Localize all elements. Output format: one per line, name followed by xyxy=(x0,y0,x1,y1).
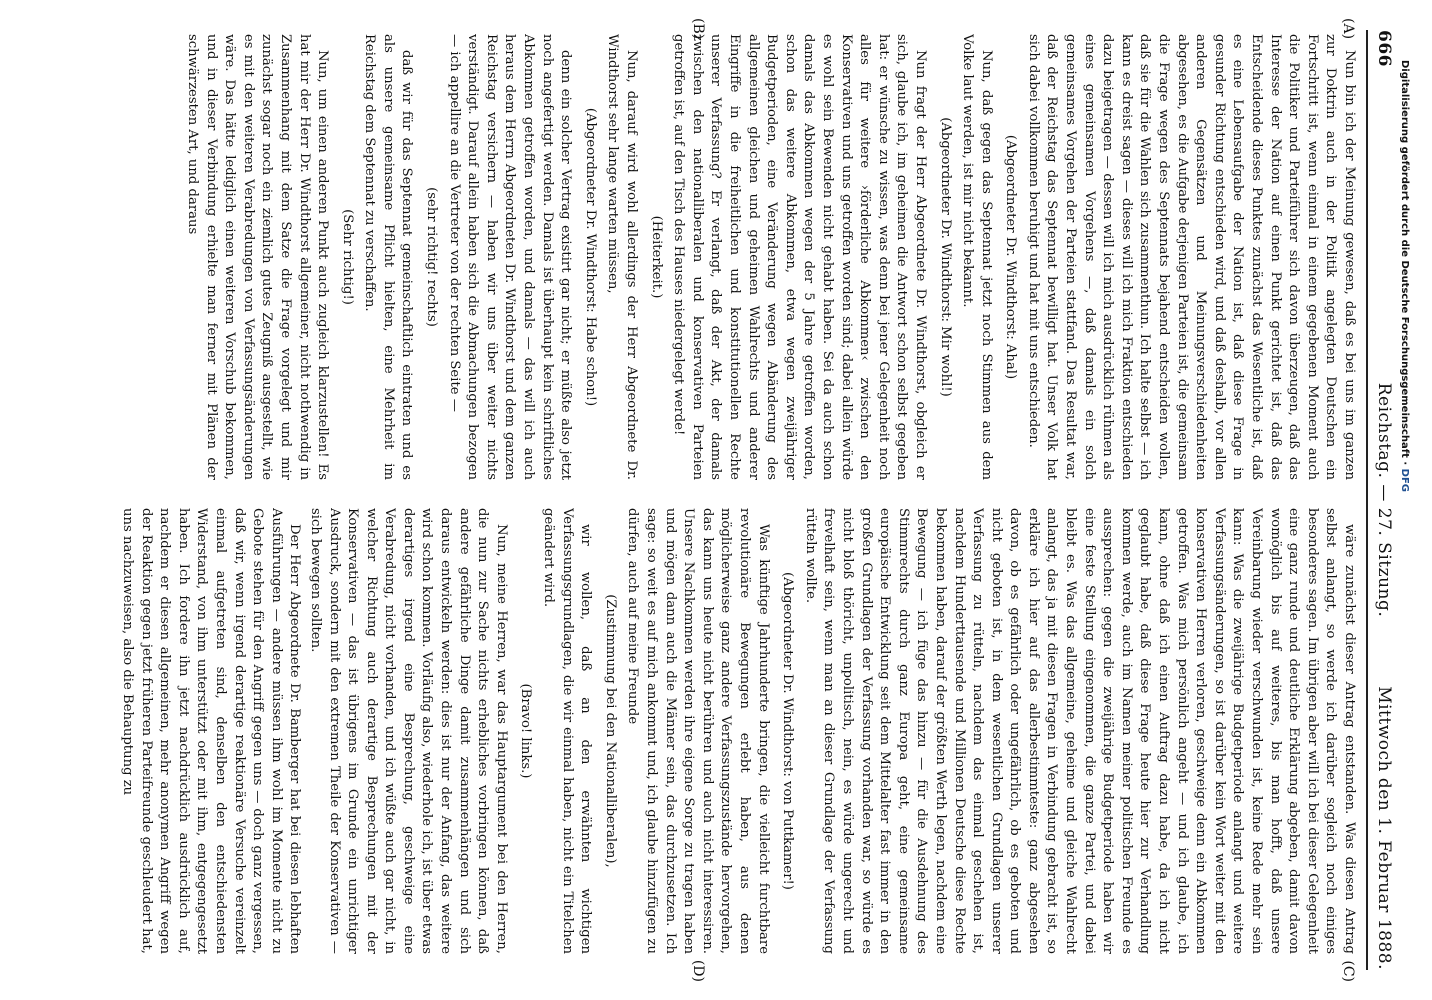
paragraph: Nun, darauf wird wohl allerdings der Herr Abgeordnete Dr. Windthorst sehr lange warten müssen, xyxy=(605,34,640,480)
interjection: (Abgeordneter Dr. Windthorst: von Puttkamer!) xyxy=(780,572,796,890)
right-column xyxy=(46,508,1358,954)
page-header xyxy=(1372,30,1394,970)
paragraph: wir wollen, daß an den erwähnten wichtigen Verfassungsgrundlagen, die wir einmal haben, nicht ein Titelchen geändert wird. xyxy=(541,508,594,954)
credit-text: Digitalisierung gefördert durch die Deutsche Forschungsgemeinschaft xyxy=(1399,60,1410,458)
paragraph: denn ein solcher Vertrag existirt gar nicht; er müßte also jetzt noch angefertigt werden. Damals ist überhaupt kein schriftliches Abkommen getroffen worden, und damals — das will ich auch heraus dem Herrn Abgeordneten Dr. Windthorst und dem ganzen Reichstag versichern — haben wir uns über weiter nichts verständigt. Darauf allein haben sich die Abmachungen bezogen — ich appellire an die Vertreter von der rechten Seite — xyxy=(446,34,574,480)
header-rule xyxy=(1366,30,1368,970)
paragraph: Nun, meine Herren, war das Hauptargument bei den Herren, die nun zur Sache nichts erhebliches vorbringen können, daß andere gefährliche Dinge damit zusammenhängen und sich daraus entwickeln werden: dies ist nur der Anfang, das weitere wird schon kommen. Vorläufig also, wiederhole ich, ist über etwas derartiges irgend eine Besprechung, geschweige eine Verabredung, nicht vorhanden, und ich wüßte auch gar nicht, in welcher Richtung auch derartige Besprechungen mit der Konservativen — das ist übrigens im Grunde ein unrichtiger Ausdruck, sondern mit den extremen Theile der Konservativen — sich bewegen sollten. xyxy=(307,508,509,954)
paragraph: Nun fragt der Herr Abgeordnete Dr. Windthorst, obgleich er sich, glaube ich, im geheimen die Antwort schon selbst gegeben hat: er wünsche zu wissen, was denn bei jener Gelegenheit noch alles für weitere ›förderliche Abkommen‹ zwischen den Konservativen und uns getroffen worden sind; dabei allein würde es wohl sein Bewenden nicht gehabt haben. Sei da auch schon damals das Abkommen wegen der 5 Jahre getroffen worden, schon das weitere Abkommen, etwa wegen zweijähriger Budgetperioden, eine Veränderung wegen Abänderung des allgemeinen gleichen und geheimen Wahlrechts und anderer Eingriffe in die freiheitlichen und konstitutionellen Rechte unserer Verfassung? Er verlangt, daß der Akt, der damals zwischen den nationalliberalen und konservativen Parteien getroffen ist, auf den Tisch des Hauses niedergelegt werde! xyxy=(671,34,928,480)
paragraph: Nun, um einen anderen Punkt auch zugleich klarzustellen! Es hat mir der Herr Dr. Windthorst allgemeiner, nicht nothwendig in Zusammenhang mit dem Satze die Frage vorgelegt und mir zunächst sogar noch ein ziemlich gutes Zeugniß ausgestellt, wie es mit den weiteren Verabredungen von Verfassungsänderungen wäre. Das hätte lediglich einen weiteren Vorschub bekommen, und in dieser Verbindung erhielte man ferner mit Plänen der schwärzesten Art, und daraus xyxy=(184,34,331,480)
paragraph: wäre zunächst dieser Antrag entstanden. Was diesen Antrag selbst anlangt, so werde ich darüber sogleich noch einiges besonderes sagen. Im übrigen aber will ich bei dieser Gelegenheit eine ganz runde und deutliche Erklärung abgeben, damit davon womöglich bis auf weiteres, bis man hofft, daß unsere Vereinbarung wieder verschwunden ist, keine Rede mehr sein kann: Was die zweijährige Budgetperiode anlangt und weitere Verfassungsänderungen, so ist darüber kein Wort weiter mit den konservativen Herren verloren, geschweige denn ein Abkommen getroffen. Was mich persönlich angeht — und ich glaube, ich kann, ohne daß ich einen Auftrag dazu habe, da ich nicht geglaubt habe, daß diese Frage heute hier zur Verhandlung kommen werde, auch im Namen meiner politischen Freunde es aussprechen: gegen die zweijährige Budgetperiode haben wir eine feste Stellung eingenommen, die ganze Partei, und dabei bleibt es. Was das allgemeine, geheime und gleiche Wahlrecht anlangt, das ja mit diesen Fragen in Verbindung gebracht ist, so erkläre ich hier auf das allerbestimmteste: ganz abgesehen davon, ob es gefährlich oder ungefährlich, ob es geboten und nicht geboten ist, in dem wesentlichen Grundlagen unserer Verfassung zu rütteln, nachdem das einmal geschehen ist, nachdem Hunderttausende und Millionen Deutsche diese Rechte bekommen haben, darauf der größten Werth legen, nachdem eine Bewegung — ich füge das hinzu — für die Ausdehnung des Stimmrechts durch ganz Europa geht, eine gemeinsame europäische Entwicklung seit dem Mittelalter fast immer in den großen Grundlagen der Verfassung vorhanden war, so würde es nicht bloß thöricht, unpolitisch, nein, es würde ungerecht und frevelhaft sein, wenn man an dieser Grundlage der Verfassung rütteln wollte. xyxy=(802,508,1357,954)
margin-mark-b: (B) xyxy=(690,18,706,40)
interjection: (Bravo! links.) xyxy=(518,683,534,779)
margin-mark-d: (D) xyxy=(690,959,706,982)
interjection: (Abgeordneter Dr. Windthorst: Mir wohl!) xyxy=(937,117,953,397)
page-number: 666 xyxy=(1374,30,1394,67)
interjection: (Heiterkeit.) xyxy=(648,215,664,299)
interjection: (Sehr richtig!) xyxy=(339,209,355,305)
margin-mark-a: (A) xyxy=(1340,18,1356,40)
paragraph: daß wir für das Septennat gemeinschaftlich eintraten und es als unsere gemeinsame Pflicht hielten, eine Mehrheit im Reichstag dem Septennat zu verschaffen. xyxy=(362,34,415,480)
left-column xyxy=(46,34,1358,480)
interjection: (Abgeordneter Dr. Windthorst: Habe schon!) xyxy=(582,107,598,407)
page-title: Reichstag. — 27. Sitzung. xyxy=(1374,382,1394,618)
session-date: Mittwoch den 1. Februar 1888. xyxy=(1374,686,1394,970)
digitization-credit: Digitalisierung gefördert durch die Deutsche Forschungsgemeinschaft · DFG xyxy=(1399,60,1410,492)
interjection: (Zustimmung bei den Nationalliberalen), xyxy=(602,594,618,868)
paragraph: Nun, daß gegen das Septennat jetzt noch Stimmen aus dem Volke laut werden, ist mir nicht bekannt. xyxy=(960,34,994,480)
dfg-logo: DFG xyxy=(1399,468,1410,492)
paragraph: Was künftige Jahrhunderte bringen, die vielleicht furchtbare revolutionäre Bewegungen erlebt haben, aus denen möglicherweise ganz andere Verfassungszustände hervorgehen, das kann uns heute nicht berühren und auch nicht interessiren. Unsere Nachkommen werden ihre eigene Sorge zu tragen haben und mögen dann auch die Männer sein, das durchzusetzen. Ich sage: so weit es auf mich ankommt und, ich glaube hinzufügen zu dürfen, auch auf meine Freunde xyxy=(625,508,771,954)
rotated-content xyxy=(26,20,1406,980)
paragraph: Der Herr Abgeordnete Dr. Bamberger hat bei diesen lebhaften Ausführungen — andere müssen ihm wohl im Momente nicht zu Gebote stehen für den Angriff gegen uns — doch ganz vergessen, daß wir, wenn irgend derartige reaktionäre Versuche vereinzelt einmal aufgetreten sind, denselben den entschiedensten Widerstand, von ihm unterstützt oder mit ihm, entgegengesetzt haben. Ich fordere ihn jetzt nachdrücklich ausdrücklich auf, nachdem er diesen allgemeinen, mehr anonymen Angriff wegen der Reaktion gegen jetzt früheren Parteifreunde geschleudert hat, uns nachzuweisen, also die Behauptung zu xyxy=(120,508,303,954)
interjection: (Abgeordneter Dr. Windthorst: Ahal) xyxy=(1003,134,1019,380)
margin-mark-c: (C) xyxy=(1340,960,1356,982)
interjection: (sehr richtig! rechts) xyxy=(424,187,440,327)
paragraph: Nun bin ich der Meinung gewesen, daß es bei uns im ganzen zur Doktrin auch in der Politik angelegten Deutschen ein Fortschritt ist, wenn einmal in einem gegebenen Moment auch die Politiker und Parteiführer sich davon überzeugen, daß das Interesse der Nation auf einen Punkt gerichtet ist, daß das Entscheidende dieses Punktes zunächst das Wesentliche ist, daß es eine Lebensaufgabe der Nation ist, daß diese Frage in gesunder Richtung entschieden wird, und daß deshalb, vor allen anderen Gegensätzen und Meinungsverschiedenheiten abgesehen, es die Aufgabe derjenigen Parteien ist, die gemeinsam die Frage wegen des Septennats bejahend entscheiden wollen, daß sie für die Wahlen sich zusammenthun. Ich halte selbst — ich kann es dreist sagen — dieses will ich mich Fraktion entschieden dazu beigetragen — dessen will ich mich ausdrücklich rühmen als eines gemeinsamen Vorgehens —, daß damals ein solch gemeinsames Vorgehen der Parteien stattfand. Das Resultat war, daß der Reichstag das Septennat bewilligt hat. Unser Volk hat sich dabei vollkommen beruhigt und hat mit uns entschieden. xyxy=(1025,34,1357,480)
